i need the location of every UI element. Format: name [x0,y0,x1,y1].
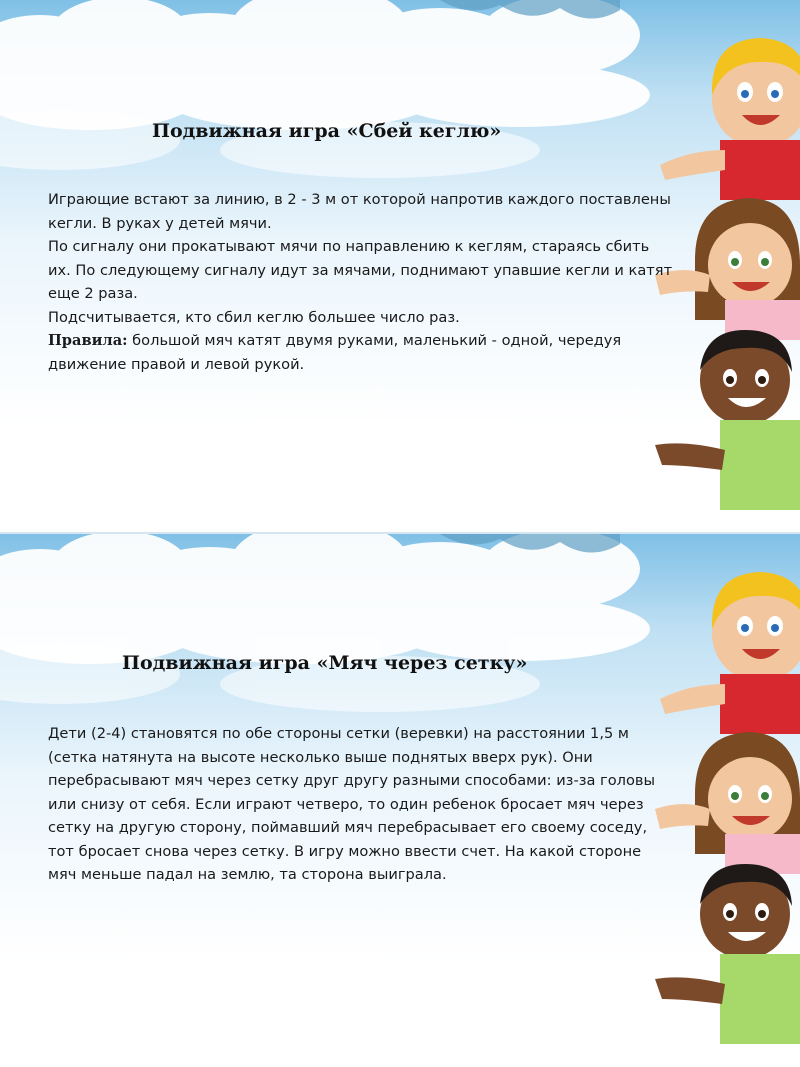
slide-2 [0,534,800,1067]
rules-text: большой мяч катят двумя руками, маленький - одной, чередуя движение правой и левой рукой. [48,332,622,373]
paragraph: Подсчитывается, кто сбил кеглю большее число раз. [48,308,460,326]
paragraph: Дети (2-4) становятся по обе стороны сетки (веревки) на расстоянии 1,5 м (сетка натянута на высоте несколько выше поднятых вверх рук). Они перебрасывают мяч через сетку друг другу разными способами: из-за головы или снизу от себя. Если играют четверо, то один ребенок бросает мяч через сетку на другую сторону, поймавший мяч перебрасывает его своему соседу, тот бросает снова через сетку. В игру можно ввести счет. На какой стороне мяч меньше падал на землю, та сторона выиграла. [48,725,656,883]
slide-1 [0,0,800,532]
rules-paragraph [48,329,673,376]
slide-1-title: Подвижная игра «Сбей кеглю» [152,120,502,142]
slide-1-body [48,188,673,376]
slide-2-title: Подвижная игра «Мяч через сетку» [122,652,528,674]
paragraph: Играющие встают за линию, в 2 - 3 м от которой напротив каждого поставлены кегли. В руках у детей мячи. [48,191,671,232]
paragraph: По сигналу они прокатывают мячи по направлению к кеглям, стараясь сбить их. По следующему сигналу идут за мячами, поднимают упавшие кегли и катят еще 2 раза. [48,238,673,302]
rules-label: Правила: [48,332,128,349]
slide-2-body [48,722,673,887]
